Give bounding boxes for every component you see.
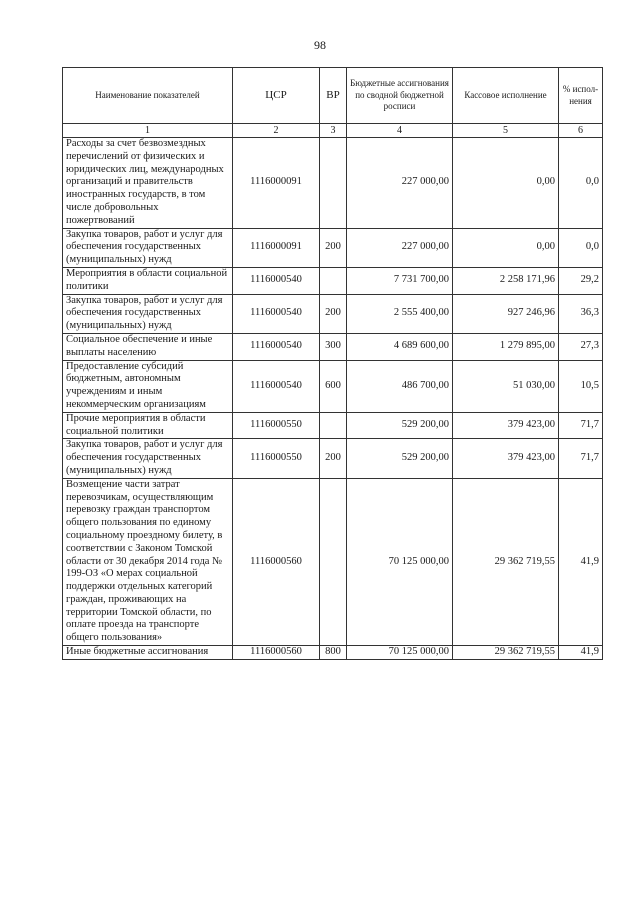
- row-vr-cell: 800: [320, 646, 347, 660]
- table-row: [63, 478, 603, 645]
- table-row: [63, 138, 603, 229]
- column-number: 5: [453, 124, 559, 138]
- row-cash-cell: 0,00: [453, 138, 559, 229]
- header-pct: % испол-нения: [559, 68, 603, 124]
- row-pct-cell: 41,9: [559, 478, 603, 645]
- row-csr-cell: 1116000550: [233, 412, 320, 439]
- row-pct-cell: 0,0: [559, 138, 603, 229]
- row-pct-cell: 27,3: [559, 333, 603, 360]
- row-vr-cell: [320, 138, 347, 229]
- row-cash-cell: 379 423,00: [453, 412, 559, 439]
- row-pct-cell: 71,7: [559, 439, 603, 478]
- table-row: [63, 646, 603, 660]
- row-name-cell: Предоставление субсидий бюджетным, автономным учреждениям и иным некоммерческим организациям: [63, 360, 233, 412]
- row-name-cell: Закупка товаров, работ и услуг для обеспечения государственных (муниципальных) нужд: [63, 228, 233, 267]
- header-vr: ВР: [320, 68, 347, 124]
- column-number: 1: [63, 124, 233, 138]
- row-budget-cell: 227 000,00: [347, 228, 453, 267]
- row-csr-cell: 1116000091: [233, 138, 320, 229]
- row-cash-cell: 927 246,96: [453, 294, 559, 333]
- row-vr-cell: 300: [320, 333, 347, 360]
- row-name-cell: Закупка товаров, работ и услуг для обеспечения государственных (муниципальных) нужд: [63, 439, 233, 478]
- row-csr-cell: 1116000540: [233, 360, 320, 412]
- row-csr-cell: 1116000091: [233, 228, 320, 267]
- column-number: 3: [320, 124, 347, 138]
- table-row: [63, 439, 603, 478]
- row-pct-cell: 10,5: [559, 360, 603, 412]
- row-cash-cell: 29 362 719,55: [453, 646, 559, 660]
- header-csr: ЦСР: [233, 68, 320, 124]
- row-vr-cell: [320, 412, 347, 439]
- row-vr-cell: 200: [320, 439, 347, 478]
- header-name: Наименование показателей: [63, 68, 233, 124]
- row-pct-cell: 36,3: [559, 294, 603, 333]
- row-csr-cell: 1116000540: [233, 333, 320, 360]
- row-budget-cell: 4 689 600,00: [347, 333, 453, 360]
- row-budget-cell: 70 125 000,00: [347, 478, 453, 645]
- table-row: [63, 228, 603, 267]
- row-cash-cell: 379 423,00: [453, 439, 559, 478]
- table-row: [63, 333, 603, 360]
- row-name-cell: Мероприятия в области социальной политики: [63, 267, 233, 294]
- row-vr-cell: 200: [320, 228, 347, 267]
- row-name-cell: Расходы за счет безвозмездных перечислений от физических и юридических лиц, международных организаций и правительств иностранных государств, в том числе добровольных пожертвований: [63, 138, 233, 229]
- row-budget-cell: 529 200,00: [347, 439, 453, 478]
- row-csr-cell: 1116000540: [233, 267, 320, 294]
- row-pct-cell: 71,7: [559, 412, 603, 439]
- table-row: [63, 360, 603, 412]
- column-number-row: [63, 124, 603, 138]
- table-header-row: [63, 68, 603, 124]
- row-vr-cell: 600: [320, 360, 347, 412]
- table-row: [63, 412, 603, 439]
- table-row: [63, 267, 603, 294]
- row-name-cell: Иные бюджетные ассигнования: [63, 646, 233, 660]
- row-budget-cell: 529 200,00: [347, 412, 453, 439]
- page-number: 98: [314, 38, 326, 52]
- table-row: [63, 294, 603, 333]
- row-cash-cell: 29 362 719,55: [453, 478, 559, 645]
- row-pct-cell: 29,2: [559, 267, 603, 294]
- row-budget-cell: 7 731 700,00: [347, 267, 453, 294]
- header-cash: Кассовое исполнение: [453, 68, 559, 124]
- row-name-cell: Социальное обеспечение и иные выплаты населению: [63, 333, 233, 360]
- row-cash-cell: 2 258 171,96: [453, 267, 559, 294]
- column-number: 2: [233, 124, 320, 138]
- row-pct-cell: 0,0: [559, 228, 603, 267]
- column-number: 6: [559, 124, 603, 138]
- row-cash-cell: 51 030,00: [453, 360, 559, 412]
- row-csr-cell: 1116000550: [233, 439, 320, 478]
- row-budget-cell: 486 700,00: [347, 360, 453, 412]
- row-csr-cell: 1116000560: [233, 478, 320, 645]
- row-pct-cell: 41,9: [559, 646, 603, 660]
- row-budget-cell: 70 125 000,00: [347, 646, 453, 660]
- row-csr-cell: 1116000560: [233, 646, 320, 660]
- row-budget-cell: 2 555 400,00: [347, 294, 453, 333]
- row-vr-cell: [320, 267, 347, 294]
- column-number: 4: [347, 124, 453, 138]
- row-vr-cell: 200: [320, 294, 347, 333]
- header-budget: Бюджетные ассигнования по сводной бюджетной росписи: [347, 68, 453, 124]
- row-cash-cell: 0,00: [453, 228, 559, 267]
- row-vr-cell: [320, 478, 347, 645]
- row-budget-cell: 227 000,00: [347, 138, 453, 229]
- row-name-cell: Закупка товаров, работ и услуг для обеспечения государственных (муниципальных) нужд: [63, 294, 233, 333]
- row-cash-cell: 1 279 895,00: [453, 333, 559, 360]
- row-name-cell: Прочие мероприятия в области социальной политики: [63, 412, 233, 439]
- budget-execution-table: [62, 67, 603, 660]
- row-csr-cell: 1116000540: [233, 294, 320, 333]
- row-name-cell: Возмещение части затрат перевозчикам, осуществляющим перевозку граждан транспортом общего пользования по единому социальному проездному билету, в соответствии с Законом Томской области от 30 декабря 2014 года № 199-ОЗ «О мерах социальной поддержки отдельных категорий граждан, проживающих на территории Томской области, по оплате проезда на транспорте общего пользования»: [63, 478, 233, 645]
